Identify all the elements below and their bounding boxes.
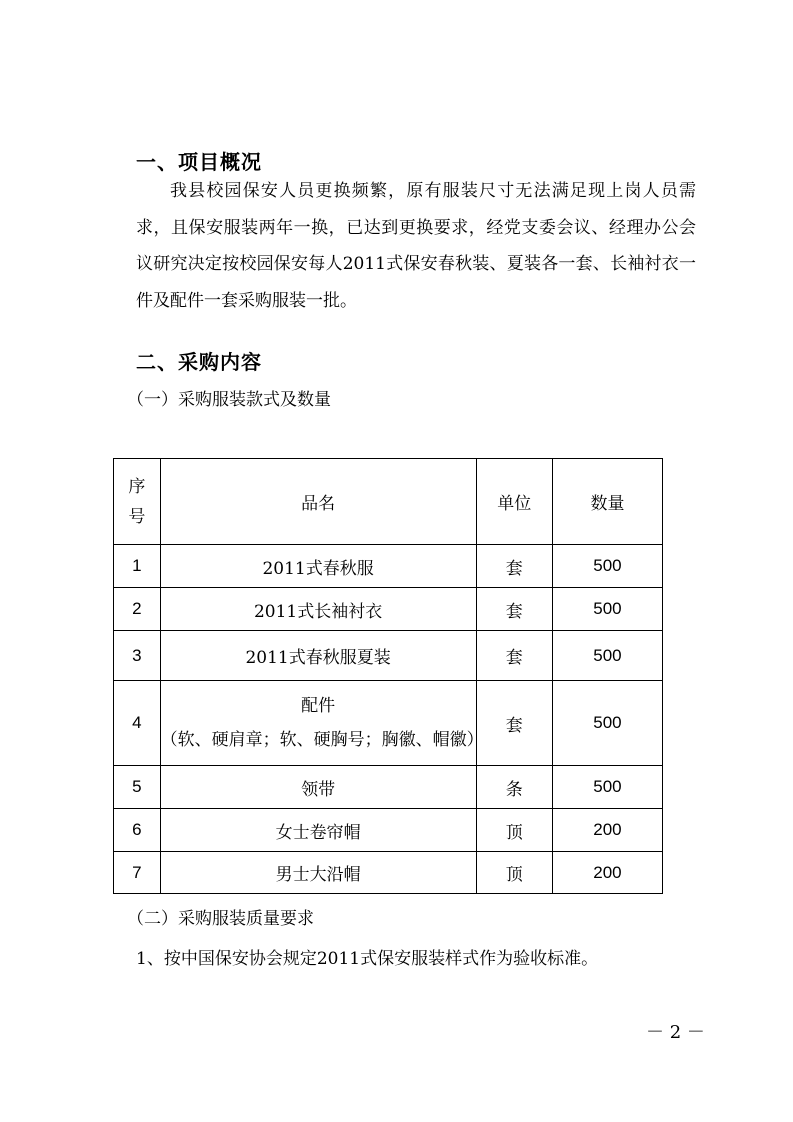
row-number: 3	[114, 631, 161, 681]
row-item-name: 女士卷帘帽	[160, 809, 476, 852]
row-number: 6	[114, 809, 161, 852]
table-row	[114, 545, 663, 588]
table-row	[114, 766, 663, 809]
row-unit: 顶	[476, 809, 552, 852]
table-row	[114, 681, 663, 766]
overview-paragraph-text: 我县校园保安人员更换频繁，原有服装尺寸无法满足现上岗人员需求，且保安服装两年一换，已达到更换要求，经党支委会议、经理办公会议研究决定按校园保安每人2011式保安春秋装、夏装各一套、长袖衬衣一件及配件一套采购服装一批。	[136, 181, 696, 311]
row-item-name: 领带	[160, 766, 476, 809]
overview-paragraph	[136, 173, 696, 319]
table-row	[114, 588, 663, 631]
row-quantity: 200	[552, 852, 662, 894]
table-row	[114, 631, 663, 681]
row-quantity: 500	[552, 681, 662, 766]
row-quantity: 500	[552, 631, 662, 681]
row-unit: 套	[476, 545, 552, 588]
row-number: 5	[114, 766, 161, 809]
section-heading-procurement: 二、采购内容	[136, 350, 262, 374]
row-number: 7	[114, 852, 161, 894]
table-header-row	[114, 459, 663, 545]
row-number: 4	[114, 681, 161, 766]
subheading-quality-requirements: （二）采购服装质量要求	[127, 909, 314, 929]
header-number-line1: 序	[128, 476, 146, 497]
header-unit: 单位	[476, 459, 552, 545]
table-row	[114, 852, 663, 894]
row-unit: 套	[476, 681, 552, 766]
row-unit: 顶	[476, 852, 552, 894]
row-item-name-line1: 配件	[301, 696, 336, 716]
row-quantity: 500	[552, 545, 662, 588]
header-quantity: 数量	[552, 459, 662, 545]
row-item-name: 男士大沿帽	[160, 852, 476, 894]
row-item-name: 2011式春秋服夏装	[160, 631, 476, 681]
row-item-name	[160, 681, 484, 766]
header-item-name: 品名	[160, 459, 476, 545]
table-row	[114, 809, 663, 852]
row-number: 1	[114, 545, 161, 588]
row-unit: 套	[476, 631, 552, 681]
procurement-table	[113, 458, 663, 894]
header-number	[114, 459, 161, 545]
row-item-name-line2: （软、硬肩章；软、硬胸号；胸徽、帽徽）	[160, 730, 484, 750]
row-unit: 条	[476, 766, 552, 809]
row-number: 2	[114, 588, 161, 631]
row-unit: 套	[476, 588, 552, 631]
row-item-name: 2011式春秋服	[160, 545, 476, 588]
header-number-line2: 号	[128, 506, 146, 527]
row-quantity: 500	[552, 588, 662, 631]
requirement-item-1: 1、按中国保安协会规定2011式保安服装样式作为验收标准。	[136, 949, 599, 969]
row-item-name: 2011式长袖衬衣	[160, 588, 476, 631]
subheading-styles-quantity: （一）采购服装款式及数量	[127, 390, 331, 410]
page-number: － 2 －	[646, 1022, 705, 1043]
row-quantity: 200	[552, 809, 662, 852]
row-quantity: 500	[552, 766, 662, 809]
section-heading-overview: 一、项目概况	[136, 150, 262, 174]
